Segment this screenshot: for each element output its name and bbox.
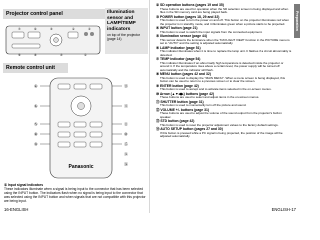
feature-item-body: If this button is pressed while a PC signal is being projected, the position of the image will be adjusted automatically. [160, 130, 283, 139]
remote-control-illustration [22, 76, 140, 180]
callout-remote-5: ⑤ [34, 121, 38, 127]
callout-remote-16: ⑯ [124, 161, 128, 167]
feature-item-body: This button is used to accept and to activate items selected in the on-screen menus. [160, 87, 272, 92]
callout-panel-4: ④ [60, 53, 63, 57]
input-signal-indicators-description [4, 183, 146, 203]
feature-item-body: These buttons are used to adjust the volume of the sound output from the projector's built-in speaker. [160, 111, 282, 119]
feature-item [156, 101, 292, 108]
callout-panel-1: ① [84, 53, 87, 57]
feature-item [156, 58, 292, 72]
feature-item-body: This button is used to reset the projector adjustment values to the factory default settings. [160, 122, 279, 127]
callout-remote-15: ⑮ [124, 141, 128, 147]
callout-remote-9: ⑨ [34, 141, 38, 147]
callout-remote-10: ⑩ [124, 131, 128, 137]
callout-panel-8: ⑧ [34, 53, 37, 57]
callout-remote-14: ⑭ [124, 151, 128, 157]
callout-panel-5: ⑤ [50, 27, 53, 31]
illumination-subtext: on top of the projector (page 14) [107, 33, 140, 42]
feature-item-heading: ⑥ LAMP indicator (page 51) [156, 45, 201, 50]
page-number-right: ENGLISH-17 [271, 207, 296, 212]
projector-panel-illustration [4, 22, 102, 58]
feature-item [156, 16, 292, 27]
illumination-heading-4: indicators [107, 26, 131, 32]
callout-remote-6: ⑥ [34, 103, 38, 109]
callout-panel-6: ⑥ [34, 27, 37, 31]
feature-item-body: This indicator illuminates when it is time to replace the lamp unit. It flashes if a circuit abnormality is detected. [160, 49, 292, 57]
illumination-sensor-box [105, 8, 148, 54]
callout-panel-3: ③ [88, 27, 91, 31]
feature-item-heading: ⑬ STD button (page 42) [156, 119, 195, 123]
feature-item [156, 109, 292, 120]
feature-item-heading: ④ INPUT button (page 21) [156, 26, 198, 30]
feature-item-body: This button is used to display the "MAIN MENU". When a menu screen is being displayed, this button can be used to return to a previous screen or to clear the screen. [160, 75, 286, 84]
feature-item [156, 93, 292, 100]
preparation-section-tab: Preparation [294, 4, 300, 38]
callout-remote-13: ⑬ [124, 83, 128, 89]
feature-item-heading: ⑫ VOLUME +/- buttons (page 31) [156, 107, 210, 112]
feature-item-heading: ② SD operation buttons (pages 19 and 35) [156, 3, 224, 7]
callout-remote-4: ④ [34, 83, 38, 89]
callout-panel-7: ⑦ [18, 27, 21, 31]
feature-item [156, 85, 292, 92]
illumination-heading-1: Illumination [107, 10, 135, 15]
feature-item-body: This button is used to switch the input signals from the connected equipment. [160, 29, 263, 34]
item-1-heading: ① Input signal indicators [4, 183, 44, 187]
feature-item-heading: ⑪ SHUTTER button (page 31) [156, 99, 204, 104]
callout-remote-8: ⑧ [34, 131, 38, 137]
feature-item-heading: ⑤ Illumination sensor (page 44) [156, 34, 207, 38]
remote-control-unit-title: Remote control unit [3, 63, 68, 73]
feature-item [156, 4, 292, 15]
feature-item-heading: ⑭ AUTO SETUP button (pages 27 and 30) [156, 127, 223, 131]
feature-item-body: These buttons are used for operation when the SD selection screen is being displayed and when files in the SD memory card are being played back. [160, 6, 289, 15]
remote-brand-logo: Panasonic [68, 164, 94, 170]
feature-item-body: This sensor detects the luminance when the "DAYLIGHT VIEW" function in the PICTURE menu is set to "AUTO" and the setting is adjusted automatically. [160, 37, 290, 46]
feature-item [156, 128, 292, 139]
feature-item-heading: ⑧ MENU button (pages 42 and 32) [156, 72, 211, 76]
callout-panel-9: ⑨ [18, 53, 21, 57]
feature-item-heading: ⑨ ENTER button (page 42) [156, 83, 199, 88]
feature-item [156, 47, 292, 58]
item-1-body: These indicators illuminate when a signal is being input to the connector that has been selected using the INPUT button. The indicators flash when no signal is being input to the connector that was selected using the INPUT button and when signals that are not compatible with this projector are being input. [4, 187, 146, 204]
feature-item-heading: ⑦ TEMP indicator (page 54) [156, 57, 201, 61]
feature-list [156, 4, 292, 140]
feature-item-body: This button is used to momentarily turn off the picture and sound. [160, 103, 247, 108]
callout-remote-12: ⑫ [124, 103, 128, 109]
page-number-left: 16-ENGLISH [4, 207, 29, 212]
feature-item-body: This button is used to turn the power on and off. This button on the projector illuminates red when the projector is in standby mode, and it illuminates green when a picture starts to be projected. [160, 18, 289, 26]
illumination-heading-3: LAMP/TEMP [107, 21, 136, 27]
projector-control-panel-title: Projector control panel [3, 9, 105, 19]
left-page [0, 0, 150, 213]
callout-panel-2: ② [72, 27, 75, 31]
feature-item-body: This indicator illuminates if an abnormally high temperature is detected inside the projector or around it. If the temperature rises above a certain level, the power supply will be turned off automatically and the indicator will flash. [160, 60, 284, 72]
feature-item [156, 35, 292, 46]
feature-item [156, 73, 292, 84]
feature-item-heading: ⑩ Arrow (▲▼◀▶) buttons (page 42) [156, 91, 214, 96]
feature-item-body: These buttons are used to select and adjust items in the on-screen menus. [160, 95, 260, 100]
illumination-heading-2: sensor and [107, 15, 134, 21]
callout-remote-11: ⑪ [124, 121, 128, 127]
feature-item-heading: ③ POWER button (pages 18, 29 and 32) [156, 14, 220, 19]
